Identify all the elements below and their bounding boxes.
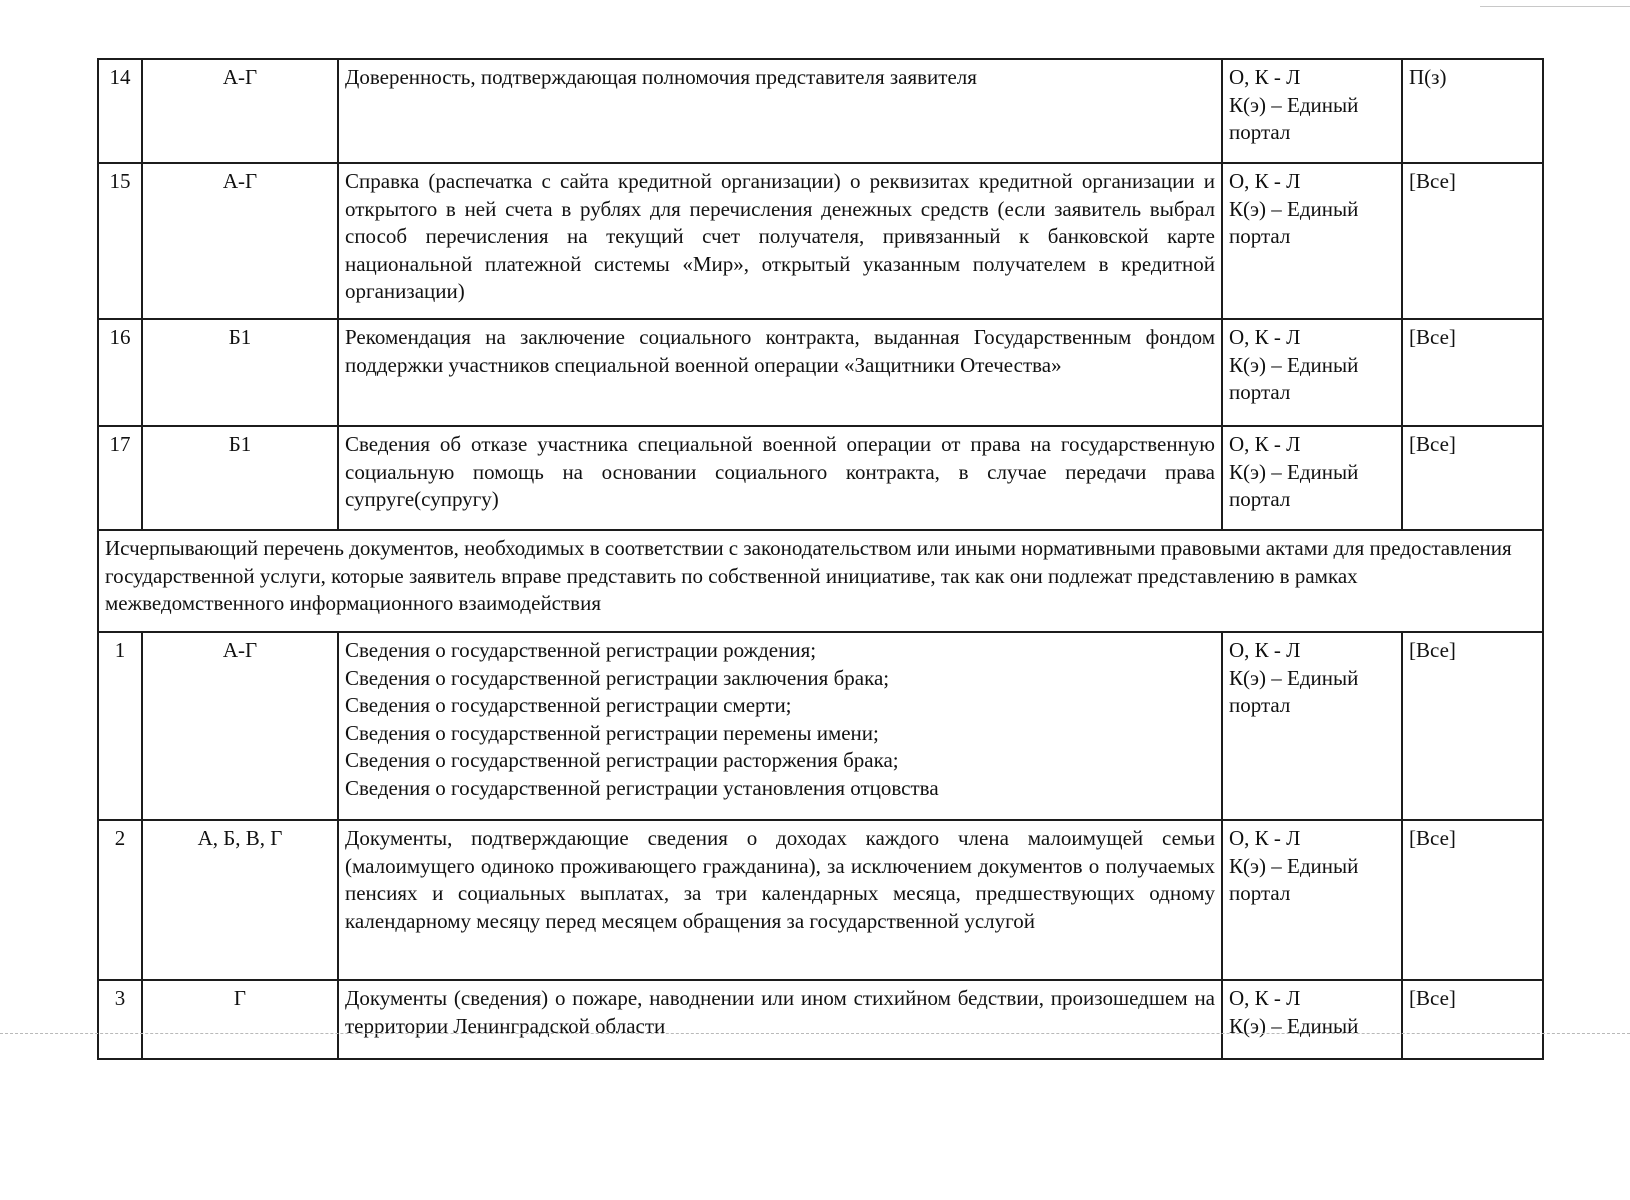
- table-row: [98, 632, 1543, 820]
- form-line: О, К - Л: [1229, 65, 1301, 89]
- stage-marker: [Все]: [1402, 426, 1543, 530]
- table-row: [98, 59, 1543, 163]
- document-description: Документы (сведения) о пожаре, наводнении или ином стихийном бедствии, произошедшем на территории Ленинградской области: [338, 980, 1222, 1059]
- stage-marker: П(з): [1402, 59, 1543, 163]
- submission-form: [1222, 980, 1402, 1059]
- table-row: [98, 980, 1543, 1059]
- submission-form: [1222, 820, 1402, 980]
- table-row: [98, 163, 1543, 319]
- submission-form: [1222, 163, 1402, 319]
- form-line: К(э) – Единый: [1229, 459, 1359, 484]
- form-line: О, К - Л: [1229, 169, 1301, 193]
- document-description: Справка (распечатка с сайта кредитной организации) о реквизитах кредитной организации и открытого в ней счета в рублях для перечисления денежных средств (если заявитель выбрал способ перечисления на текущий счет получателя, привязанный к банковской карте национальной платежной системы «Мир», открытый указанным получателем в кредитной организации): [338, 163, 1222, 319]
- submission-form: [1222, 59, 1402, 163]
- row-number: 14: [98, 59, 142, 163]
- document-description: Сведения об отказе участника специальной военной операции от права на государственную социальную помощь на основании социального контракта, в случае передачи права супруге(супругу): [338, 426, 1222, 530]
- stage-marker: [Все]: [1402, 632, 1543, 820]
- description-line: Сведения о государственной регистрации заключения брака;: [345, 665, 890, 690]
- form-line: К(э) – Единый: [1229, 665, 1359, 690]
- row-number: 3: [98, 980, 142, 1059]
- stage-marker: [Все]: [1402, 820, 1543, 980]
- form-line: К(э) – Единый: [1229, 92, 1359, 117]
- form-line: портал: [1229, 380, 1291, 404]
- document-description: Доверенность, подтверждающая полномочия представителя заявителя: [338, 59, 1222, 163]
- description-line: Сведения о государственной регистрации установления отцовства: [345, 775, 939, 800]
- form-line: О, К - Л: [1229, 325, 1301, 349]
- form-line: К(э) – Единый: [1229, 853, 1359, 878]
- scan-edge-mark: [1480, 6, 1630, 7]
- applicant-category: А-Г: [142, 632, 338, 820]
- form-line: О, К - Л: [1229, 986, 1301, 1010]
- description-line: Сведения о государственной регистрации перемены имени;: [345, 720, 879, 745]
- form-line: портал: [1229, 224, 1291, 248]
- form-line: К(э) – Единый: [1229, 352, 1359, 377]
- stage-marker: [Все]: [1402, 319, 1543, 426]
- row-number: 15: [98, 163, 142, 319]
- table-row: [98, 319, 1543, 426]
- scan-artifact-line: [0, 1033, 1630, 1034]
- row-number: 17: [98, 426, 142, 530]
- form-line: О, К - Л: [1229, 638, 1301, 662]
- document-description: [338, 632, 1222, 820]
- section-header-row: [98, 530, 1543, 632]
- row-number: 2: [98, 820, 142, 980]
- applicant-category: А-Г: [142, 59, 338, 163]
- description-line: Сведения о государственной регистрации расторжения брака;: [345, 748, 899, 772]
- submission-form: [1222, 426, 1402, 530]
- submission-form: [1222, 632, 1402, 820]
- applicant-category: Б1: [142, 319, 338, 426]
- applicant-category: Г: [142, 980, 338, 1059]
- form-line: О, К - Л: [1229, 826, 1301, 850]
- section-header: Исчерпывающий перечень документов, необходимых в соответствии с законодательством или иными нормативными правовыми актами для предоставления государственной услуги, которые заявитель вправе представить по собственной инициативе, так как они подлежат представлению в рамках межведомственного информационного взаимодействия: [98, 530, 1543, 632]
- document-description: Документы, подтверждающие сведения о доходах каждого члена малоимущей семьи (малоимущего одиноко проживающего гражданина), за исключением документов о получаемых пенсиях и социальных выплатах, за три календарных месяца, предшествующих одному календарному месяцу перед месяцем обращения за государственной услугой: [338, 820, 1222, 980]
- form-line: К(э) – Единый: [1229, 1013, 1359, 1038]
- description-line: Сведения о государственной регистрации рождения;: [345, 638, 817, 662]
- form-line: К(э) – Единый: [1229, 196, 1359, 221]
- documents-table: [97, 58, 1544, 1060]
- submission-form: [1222, 319, 1402, 426]
- form-line: О, К - Л: [1229, 432, 1301, 456]
- table-row: [98, 426, 1543, 530]
- row-number: 1: [98, 632, 142, 820]
- row-number: 16: [98, 319, 142, 426]
- stage-marker: [Все]: [1402, 163, 1543, 319]
- form-line: портал: [1229, 120, 1291, 144]
- form-line: портал: [1229, 693, 1291, 717]
- applicant-category: Б1: [142, 426, 338, 530]
- description-line: Сведения о государственной регистрации смерти;: [345, 693, 792, 717]
- document-description: Рекомендация на заключение социального контракта, выданная Государственным фондом поддержки участников специальной военной операции «Защитники Отечества»: [338, 319, 1222, 426]
- stage-marker: [Все]: [1402, 980, 1543, 1059]
- applicant-category: А-Г: [142, 163, 338, 319]
- applicant-category: А, Б, В, Г: [142, 820, 338, 980]
- form-line: портал: [1229, 487, 1291, 511]
- table-row: [98, 820, 1543, 980]
- form-line: портал: [1229, 881, 1291, 905]
